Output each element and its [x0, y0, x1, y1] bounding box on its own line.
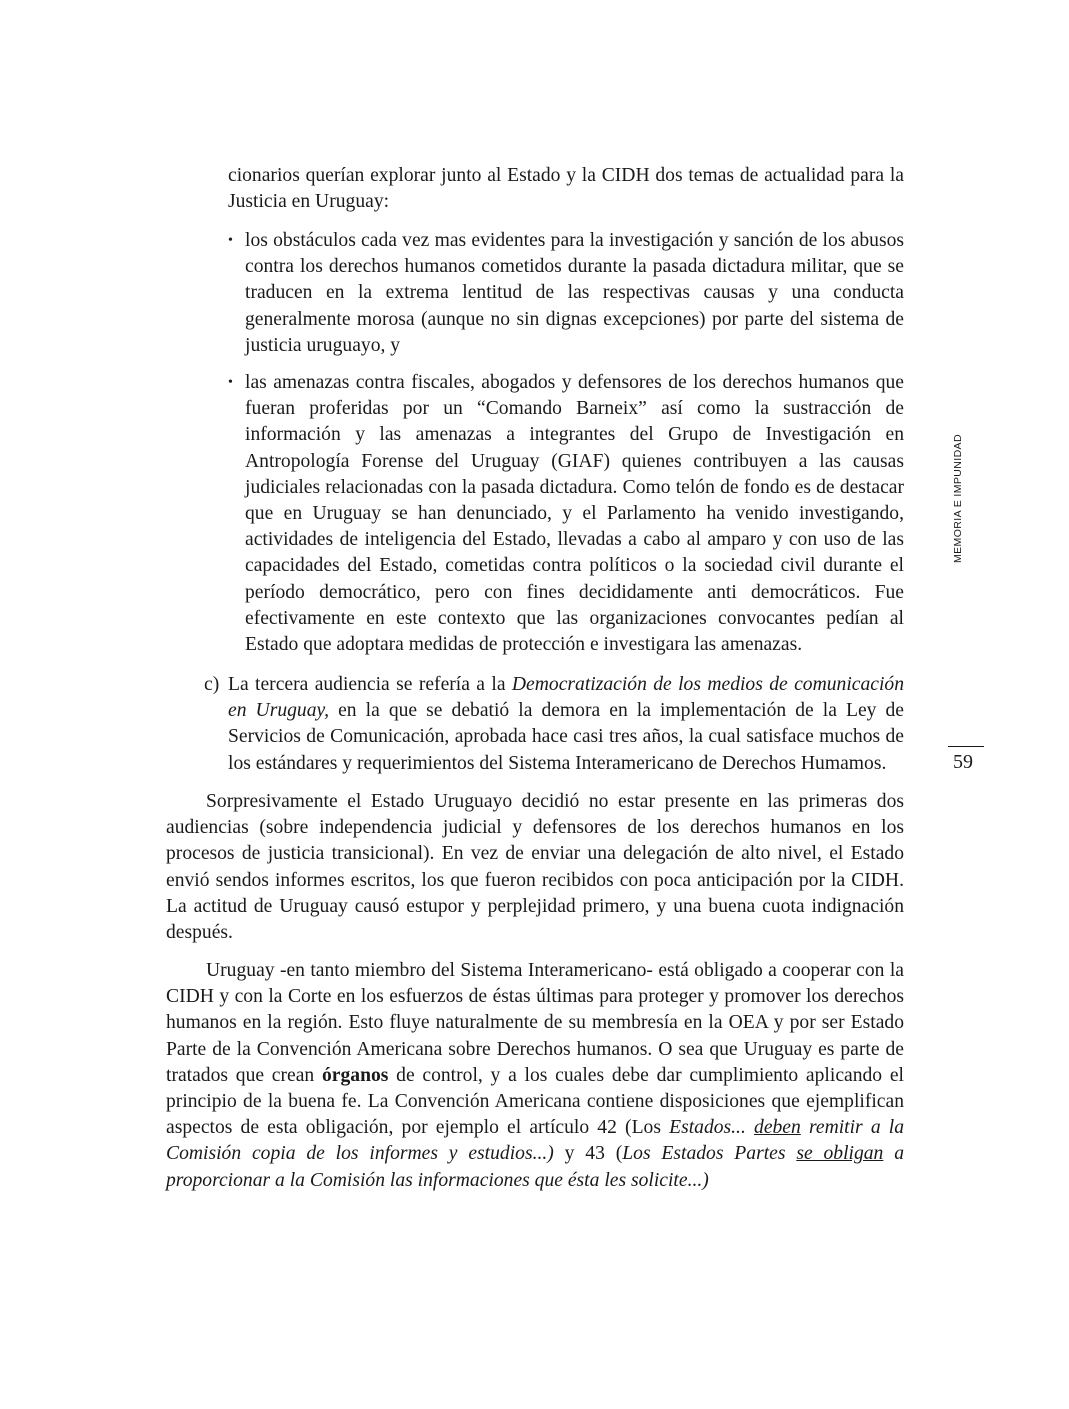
running-head: MEMORIA E IMPUNIDAD [952, 434, 964, 563]
underlined-quote: deben [754, 1117, 801, 1139]
bullet-text-obstacles: los obstáculos cada vez mas evidentes para la investigación y sanción de los abusos contra los derechos humanos cometidos durante la pasada dictadura militar, que se traducen en la extrema lentitud de las respectivas causas y una conducta generalmente morosa (aunque no sin dignas excepciones) por parte del sistema de justicia uruguayo, y [245, 230, 904, 356]
bullet-icon: • [228, 375, 233, 390]
paragraph-text: Uruguay -en tanto miembro del Sistema Interamericano- está obligado a cooperar con la CIDH y con la Corte en los esfuerzos de éstas últimas para proteger y promover los derechos humanos en la región. Esto fluye naturalmente de su membresía en la OEA y por ser Estado Parte de la Convención Americana sobre Derechos humanos. O sea que Uruguay es parte de tratados que crean [166, 960, 904, 1086]
bullet-list-second [228, 370, 904, 658]
body-paragraph-1: Sorpresivamente el Estado Uruguayo decidió no estar presente en las primeras dos audiencias (sobre independencia judicial y defensores de los derechos humanos en los procesos de justicia transicional). En vez de enviar una delegación de alto nivel, el Estado envió sendos informes escritos, los que fueron recibidos con poca anticipación por la CIDH. La actitud de Uruguay causó estupor y perplejidad primero, y una buena cuota indignación después. [166, 791, 904, 944]
italic-quote: a proporcionar a la Comisión las informaciones que ésta les solicite...) [166, 1143, 904, 1191]
paragraph-text: de control, y a los cuales debe dar cumplimiento aplicando el principio de la buena fe. La Convención Americana contiene disposiciones que ejemplifican aspectos de esta obligación, por ejemplo el artículo 42 (Los [166, 1064, 904, 1139]
paragraph-text: y 43 ( [553, 1143, 623, 1165]
body-paragraph-2 [166, 958, 904, 1194]
list-item [228, 228, 904, 359]
item-c-text-end: en la que se debatió la demora en la implementación de la Ley de Servicios de Comunicación, aprobada hace casi tres años, la cual satisface muchos de los estándares y requerimientos del Sistema Interamericano de Derechos Humamos. [228, 700, 905, 774]
list-item [228, 370, 904, 658]
italic-quote: Los Estados Partes [622, 1143, 786, 1165]
item-c-text-start: La tercera audiencia se refería a la [228, 674, 512, 695]
page-number: 59 [953, 751, 973, 773]
bold-term: órganos [321, 1064, 389, 1086]
list-item-c [204, 672, 904, 777]
bullet-text-threats: las amenazas contra fiscales, abogados y defensores de los derechos humanos que fueran proferidas por un “Comando Barneix” así como la sustracción de información y las amenazas a integrantes del Grupo de Investigación en Antropología Forense del Uruguay (GIAF) quienes contribuyen a las causas judiciales relacionadas con la pasada dictadura. Como telón de fondo es de destacar que en Uruguay se han denunciado, y el Parlamento ha venido investigando, actividades de inteligencia del Estado, llevadas a cabo al amparo y con uso de las capacidades del Estado, cometidas contra políticos o la sociedad civil durante el período democrático, pero con fines decididamente anti democráticos. Fue efectivamente en este contexto que las organizaciones convocantes pedían al Estado que adoptara medidas de protección e investigara las amenazas. [245, 372, 904, 656]
intro-paragraph: cionarios querían explorar junto al Estado y la CIDH dos temas de actualidad para la Justicia en Uruguay: [228, 165, 904, 213]
page-number-rule [948, 746, 984, 747]
bullet-icon: • [228, 233, 233, 248]
italic-quote: remitir a la Comisión copia de los informes y estudios...) [166, 1117, 904, 1165]
item-c-italic-title: Democratización de los medios de comunicación en Uruguay, [228, 674, 905, 722]
underlined-quote: se obligan [796, 1143, 884, 1165]
bullet-list-first [228, 228, 904, 359]
item-label: c) [204, 674, 220, 695]
item-c-text [228, 672, 904, 777]
italic-quote: Estados... [669, 1117, 746, 1139]
